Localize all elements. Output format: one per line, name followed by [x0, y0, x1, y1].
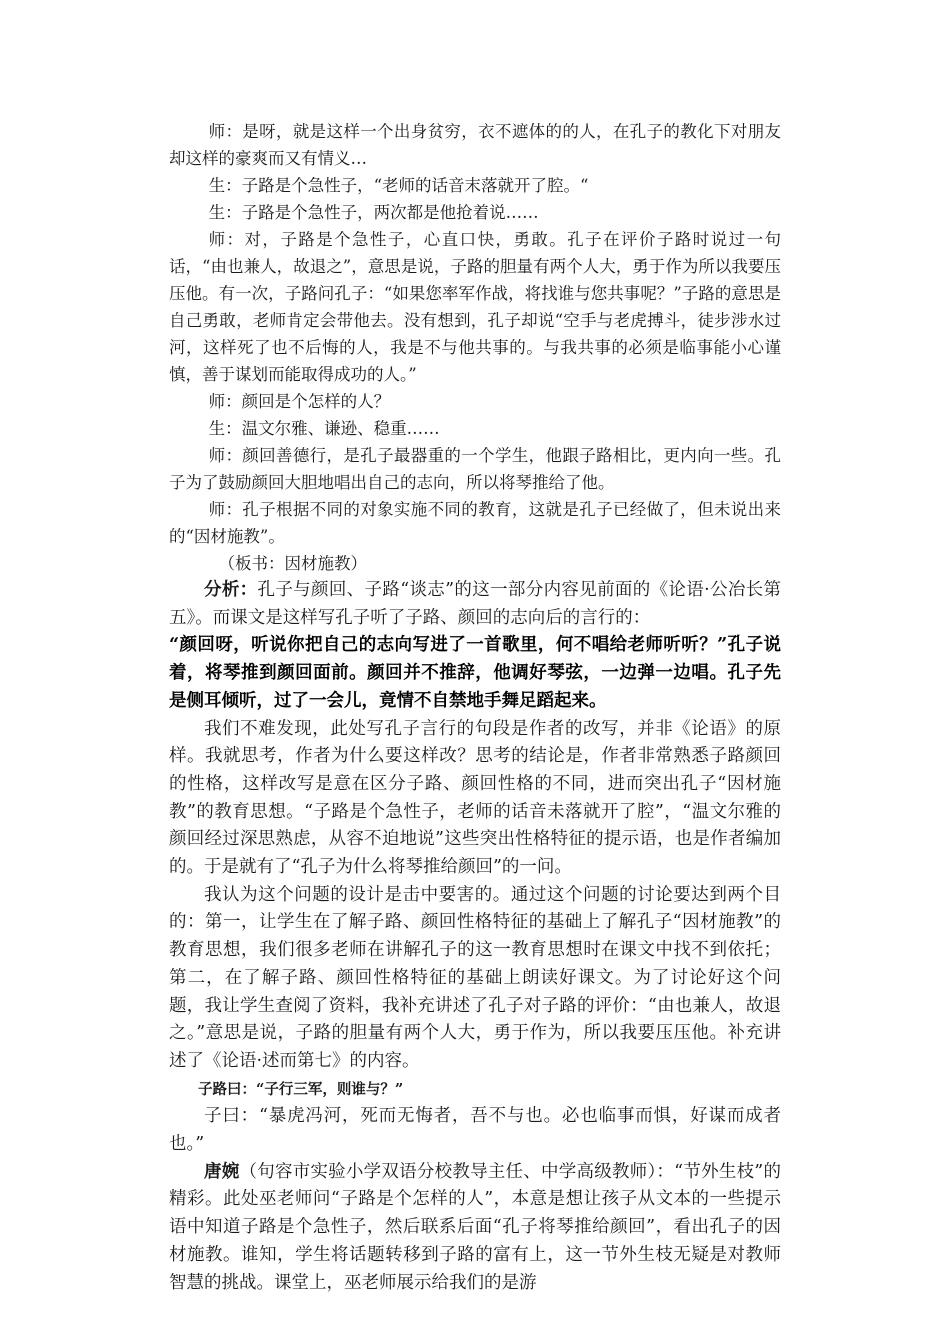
analysis-paragraph-1: 我们不难发现，此处写孔子言行的句段是作者的改写，并非《论语》的原样。我就思考，作者为什么要这样改？思考的结论是，作者非常熟悉子路颜回的性格，这样改写是意在区分子路、颜回性格的不同，进而突出孔子“因材施教”的教育思想。“子路是个急性子，老师的话音未落就开了腔”，“温文尔雅的颜回经过深思熟虑，从容不迫地说”这些突出性格特征的提示语，也是作者编加的。于是就有了“孔子为什么将琴推给颜回”的一问。: [169, 718, 781, 878]
dialogue-line: 生：温文尔雅、谦逊、稳重……: [208, 419, 440, 438]
board-note: （板书：因材施教）: [218, 554, 367, 573]
confucius-quote: 子曰：“暴虎冯河，死而无悔者，吾不与也。必也临事而惧，好谋而成者也。”: [169, 1106, 781, 1155]
textbook-quote: “颜回呀，听说你把自己的志向写进了一首歌里，何不唱给老师听听？”孔子说着，将琴推到颜回面前。颜回并不推辞，他调好琴弦，一边弹一边唱。孔子先是侧耳倾听，过了一会儿，竟情不自禁地手舞足蹈起来。: [169, 635, 781, 711]
dialogue-line: 生：子路是个急性子，两次都是他抢着说……: [208, 203, 539, 222]
dialogue-line: 师：孔子根据不同的对象实施不同的教育，这就是孔子已经做了，但未说出来的“因材施教”。: [169, 500, 781, 546]
analysis-label: 分析：: [204, 580, 258, 600]
analysis-text: 孔子与颜回、子路“谈志”的这一部分内容见前面的《论语·公冶长第五》。而课文是这样写孔子听了子路、颜回的志向后的言行的：: [169, 580, 781, 628]
commenter-name: 唐婉: [204, 1161, 240, 1182]
dialogue-line: 师：颜回善德行，是孔子最器重的一个学生，他跟子路相比，更内向一些。孔子为了鼓励颜回大胆地唱出自己的志向，所以将琴推给了他。: [169, 446, 781, 492]
zilu-quote: 子路曰：“子行三军，则谁与？”: [198, 1080, 404, 1098]
comment-paragraph: [169, 1159, 781, 1298]
dialogue-line: 生：子路是个急性子，“老师的话音末落就开了腔。“: [208, 176, 589, 195]
analysis-section: [169, 577, 781, 1297]
dialogue-line: 师：是呀，就是这样一个出身贫穷，衣不遮体的的人，在孔子的教化下对朋友却这样的豪爽而又有情义…: [169, 122, 781, 168]
analysis-paragraph: [169, 577, 781, 632]
dialogue-section: [169, 118, 781, 577]
dialogue-line: 师：颜回是个怎样的人？: [208, 392, 391, 411]
comment-text: （句容市实验小学双语分校教导主任、中学高级教师）：“节外生枝”的精彩。此处巫老师问“子路是个怎样的人”，本意是想让孩子从文本的一些提示语中知道子路是个急性子，然后联系后面“孔子将琴推给颜回”，看出孔子的因材施教。谁知，学生将话题转移到子路的富有上，这一节外生枝无疑是对教师智慧的挑战。课堂上，巫老师展示给我们的是游: [169, 1161, 781, 1293]
document-page: [169, 118, 781, 1297]
dialogue-line: 师：对，子路是个急性子，心直口快，勇敢。孔子在评价子路时说过一句话，“由也兼人，故退之”，意思是说，子路的胆量有两个人大，勇于作为所以我要压压他。有一次，子路问孔子：“如果您率军作战，将找谁与您共事呢？”子路的意思是自己勇敢，老师肯定会带他去。没有想到，孔子却说“空手与老虎搏斗，徒步涉水过河，这样死了也不后悔的人，我是不与他共事的。与我共事的必须是临事能小心谨慎，善于谋划而能取得成功的人。”: [169, 230, 781, 384]
analysis-paragraph-2: 我认为这个问题的设计是击中要害的。通过这个问题的讨论要达到两个目的：第一，让学生在了解子路、颜回性格特征的基础上了解孔子“因材施教”的教育思想，我们很多老师在讲解孔子的这一教育思想时在课文中找不到依托；第二，在了解子路、颜回性格特征的基础上朗读好课文。为了讨论好这个问题，我让学生查阅了资料，我补充讲述了孔子对子路的评价：“由也兼人，故退之。”意思是说，子路的胆量有两个人大，勇于作为，所以我要压压他。补充讲述了《论语·述而第七》的内容。: [169, 884, 781, 1071]
